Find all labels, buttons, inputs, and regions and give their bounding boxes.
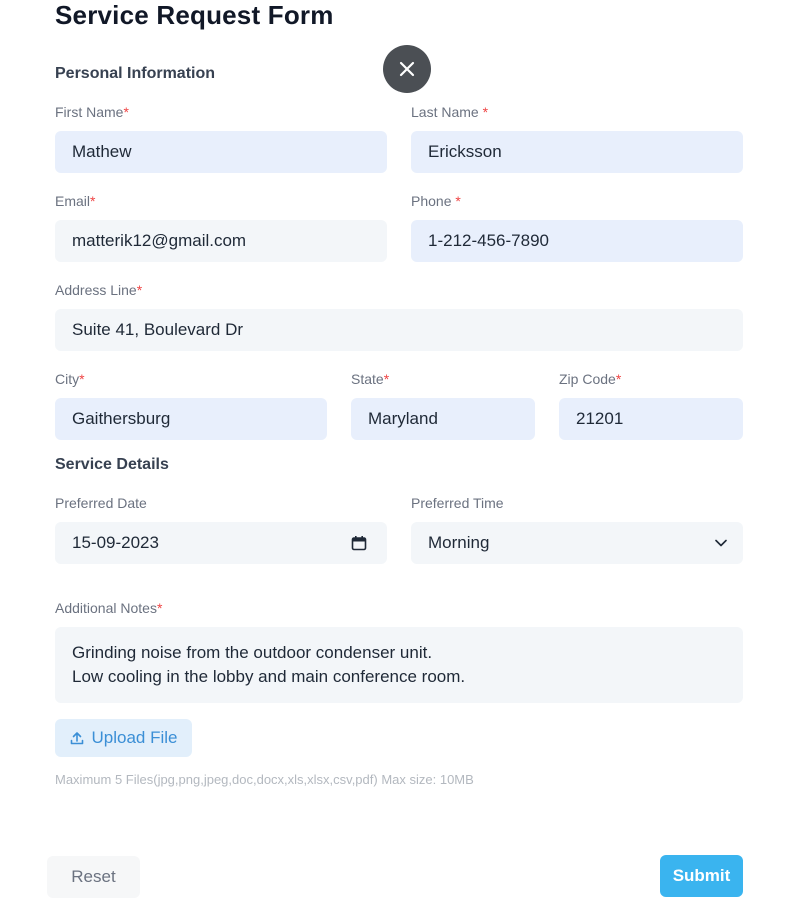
email-label: Email* [55,193,96,209]
state-field[interactable] [351,398,535,440]
state-value: Maryland [368,409,438,428]
additional-notes-textarea[interactable] [55,627,743,703]
address-field[interactable] [55,309,743,351]
notes-line-1: Grinding noise from the outdoor condenser unit. [72,643,433,662]
preferred-date-label: Preferred Date [55,495,147,511]
required-marker: * [482,104,489,120]
first-name-label: First Name* [55,104,129,120]
reset-button[interactable]: Reset [47,856,140,898]
required-marker: * [123,104,129,120]
email-value: matterik12@gmail.com [72,231,247,250]
section-service-details: Service Details [55,456,169,473]
preferred-date-field[interactable] [55,522,387,564]
first-name-value: Mathew [72,142,132,161]
required-marker: * [455,193,461,209]
city-label: City* [55,371,85,387]
last-name-label: Last Name * [411,104,489,120]
first-name-field[interactable] [55,131,387,173]
chevron-down-icon [715,539,727,547]
zip-code-label: Zip Code* [559,371,622,387]
preferred-time-select[interactable] [411,522,743,564]
zip-code-value: 21201 [576,409,624,428]
state-label: State* [351,371,390,387]
zip-code-field[interactable] [559,398,743,440]
city-field[interactable] [55,398,327,440]
page-title: Service Request Form [55,0,334,30]
preferred-time-label: Preferred Time [411,495,504,511]
upload-file-button[interactable] [55,719,192,757]
required-marker: * [79,371,85,387]
required-marker: * [156,600,163,616]
upload-icon [70,731,84,745]
required-marker: * [615,371,622,387]
phone-label: Phone * [411,193,461,209]
section-personal-information: Personal Information [55,65,216,82]
address-value: Suite 41, Boulevard Dr [72,320,244,339]
city-value: Gaithersburg [72,409,171,428]
upload-hint: Maximum 5 Files(jpg,png,jpeg,doc,docx,xls,xlsx,csv,pdf) Max size: 10MB [55,772,474,787]
address-label: Address Line* [55,282,143,298]
required-marker: * [136,282,143,298]
notes-line-2: Low cooling in the lobby and main conference room. [72,667,466,686]
phone-value: 1-212-456-7890 [428,231,549,250]
phone-field[interactable] [411,220,743,262]
preferred-date-value: 15-09-2023 [72,533,159,552]
upload-file-label: Upload File [91,728,178,747]
submit-button[interactable]: Submit [660,855,743,897]
email-field[interactable] [55,220,387,262]
last-name-value: Ericksson [428,142,502,161]
additional-notes-label: Additional Notes* [55,600,163,616]
close-icon [399,61,415,77]
required-marker: * [383,371,390,387]
close-button[interactable] [383,45,431,93]
calendar-icon[interactable] [351,535,367,551]
preferred-time-value: Morning [428,533,490,552]
required-marker: * [90,193,96,209]
last-name-field[interactable] [411,131,743,173]
